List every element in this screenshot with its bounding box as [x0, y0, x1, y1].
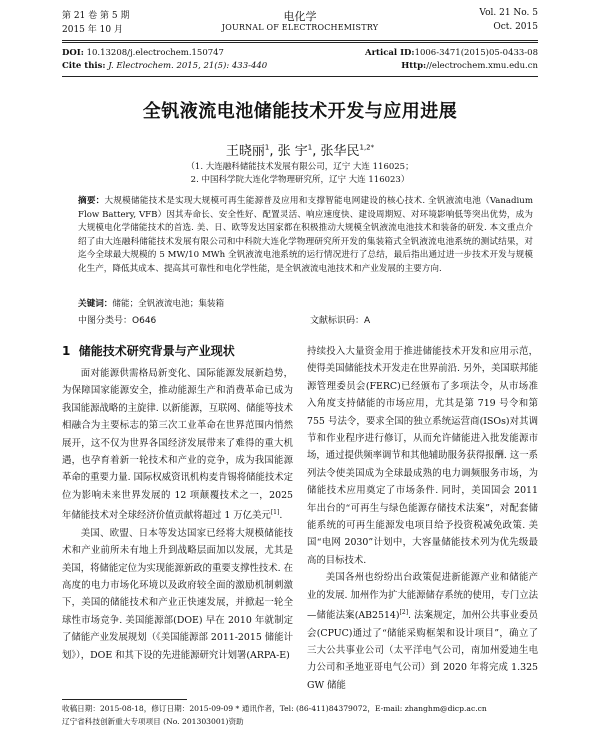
keywords	[78, 297, 533, 309]
footnote-received: 收稿日期：2015-08-18，修订日期：2015-09-09 * 通讯作者，Tel: (86-411)84379072，E-mail: zhanghm@dicp.ac.cn	[62, 704, 487, 713]
affiliation-1: （1. 大连融科储能技术发展有限公司，辽宁 大连 116025；	[186, 162, 414, 172]
body-paragraph: 面对能源供需格局新变化、国际能源发展新趋势，为保障国家能源安全，推动能源生产和消费革命已成为我国能源战略的主旋律. 以新能源，互联网、储能等技术相融合为主要标志的第三次工业革命在世界范围内悄然展开，这不仅为世界各国经济发展带来了难得的重大机遇，也孕育着新一轮技术和产业的竞争，成为我国能源革命的重要力量. 国际权威资讯机构麦肯锡将储能技术定位为影响未来世界发展的 12 项颠覆技术之一，2025 年储能技术对全球经济价值贡献将超过 1 万亿美元[1].	[62, 368, 293, 522]
cite-value: J. Electrochem. 2015, 21(5): 433-440	[108, 61, 268, 71]
volume-issue-en: Vol. 21 No. 5	[479, 8, 538, 18]
meta-rule	[62, 76, 538, 77]
author-affil-mark: 1,2*	[359, 143, 375, 152]
header-rule-bottom	[62, 42, 538, 43]
date-en: Oct. 2015	[493, 22, 538, 32]
paper-title: 全钒液流电池储能技术开发与应用进展	[142, 101, 458, 122]
section-title: 储能技术研究背景与产业现状	[78, 344, 235, 358]
author-name: 王晓丽	[225, 144, 265, 159]
author-name: 张 宇	[277, 144, 308, 159]
body-paragraph: 持续投入大量资金用于推进储能技术开发和应用示范，使得美国储能技术开发走在世界前沿. 另外，美国联邦能源管理委员会(FERC)已经颁布了多项法令，从市场准入角度支持储能的市场应用，尤其是第 719 号令和第 755 号法令，要求全国的独立系统运营商(ISOs)对其调节和作业程序进行修订，从而允许储能进入批发能源市场，通过提供频率调节和其他辅助服务获得报酬. 这一系列法令使美国成为全球最成熟的电力调频服务市场，为储能技术应用奠定了市场条件. 同时，美国国会 2011 年出台的“可再生与绿色能源存储技术法案”，对配套储能系统的可再生能源发电项目给予投资税减免政策. 美国“电网 2030”计划中，大容量储能技术列为优先级最高的目标技术.	[307, 346, 538, 566]
date-cn: 2015 年 10 月	[62, 25, 123, 35]
header-rule-top	[62, 40, 538, 41]
body-paragraph: 美国各州也纷纷出台政策促进新能源产业和储能产业的发展. 加州作为扩大能源储存系统的使用，专门立法—储能法案(AB2514)[2]. 法案规定，加州公共事业委员会(CPUC)通过了“储能采购框架和设计项目”，确立了三大公共事业公司（太平洋电气公司，南加州爱迪生电力公司和圣地亚哥电气公司）到 2020 年将完成 1.325 GW 储能	[307, 572, 538, 691]
journal-name-cn: 电化学	[283, 10, 317, 23]
document-code	[310, 313, 370, 326]
keywords-label: 关键词：	[78, 299, 113, 309]
http-value[interactable]: //electrochem.xmu.edu.cn	[426, 61, 538, 71]
classification-code	[78, 313, 156, 326]
footnote-rule	[62, 699, 187, 700]
author-affil-mark: 1	[307, 143, 313, 152]
document-code-value: A	[364, 316, 371, 326]
body-paragraph: 美国、欧盟、日本等发达国家已经将大规模储能技术和产业前所未有地上升到战略层面加以发展，尤其是美国，将储能定位为实现能源新政的重要支撑性技术. 在高度的电力市场化环境以及政府较全面的激励机制刺激下，美国的储能技术和产业正快速发展，并掀起一轮全球性市场竞争. 美国能源部(DOE) 早在 2010 年就制定了储能产业发展规划（《美国能源部 2011-2015 储能计划》），DOE 和其下设的先进能源研究计划署(ARPA-E)	[62, 527, 293, 661]
article-id-value: 1006-3471(2015)05-0433-08	[414, 48, 538, 58]
running-header	[62, 8, 538, 42]
citation-ref[interactable]: [2]	[399, 609, 409, 617]
abstract-label: 摘要：	[78, 196, 105, 206]
footnote-funding: 辽宁省科技创新重大专项项目 (No. 201303001)资助	[62, 717, 244, 726]
body-column-left	[62, 343, 293, 664]
http-label: Http:	[401, 61, 427, 71]
document-code-label: 文献标识码：	[310, 316, 365, 326]
classification-value: O646	[132, 316, 157, 326]
abstract	[78, 195, 533, 277]
author-name: 张华民	[320, 144, 360, 159]
doi-value[interactable]: 10.13208/j.electrochem.150747	[86, 48, 224, 58]
section-number: 1	[62, 344, 71, 358]
doi-label: DOI:	[62, 48, 84, 58]
affiliation-2: 2. 中国科学院大连化学物理研究所，辽宁 大连 116023）	[190, 175, 410, 185]
abstract-text: 大规模储能技术是实现大规模可再生能源普及应用和支撑智能电网建设的核心技术. 全钒液流电池（Vanadium Flow Battery, VFB）因其寿命长、安全性好、配置灵活、响应速度快、建设周期短、对环境影响低等突出优势，成为大规模电化学储能技术的首选. 美、日、欧等发达国家都在积极推动大规模全钒液流电池技术和装备的研发. 本文重点介绍了由大连融科储能技术发展有限公司和中科院大连化学物理研究所开发的集装箱式全钒液流电池系统的测试结果，对迄今全球最大规模的 5 MW/10 MWh 全钒液流电池系统的运行情况进行了总结，最后指出通过进一步技术开发与规模化生产，降低其成本、提高其可靠性和电化学性能，是全钒液流电池技术和产业发展的主要方向.	[78, 196, 533, 274]
keywords-text: 储能；全钒液流电池；集装箱	[112, 299, 225, 309]
section-heading	[62, 343, 293, 359]
article-id-label: Artical ID:	[364, 48, 415, 58]
body-column-right	[307, 343, 538, 694]
author-affil-mark: 1	[264, 143, 270, 152]
author-list: 王晓丽$^1$, 张 宇$^1$, 张华民$^{1,2*}$	[225, 143, 375, 159]
journal-name-en: JOURNAL OF ELECTROCHEMISTRY	[221, 23, 379, 32]
citation-ref[interactable]: [1]	[270, 509, 280, 517]
cite-label: Cite this:	[62, 61, 106, 71]
classification-label: 中图分类号：	[78, 316, 133, 326]
volume-issue-cn: 第 21 卷 第 5 期	[62, 11, 130, 21]
